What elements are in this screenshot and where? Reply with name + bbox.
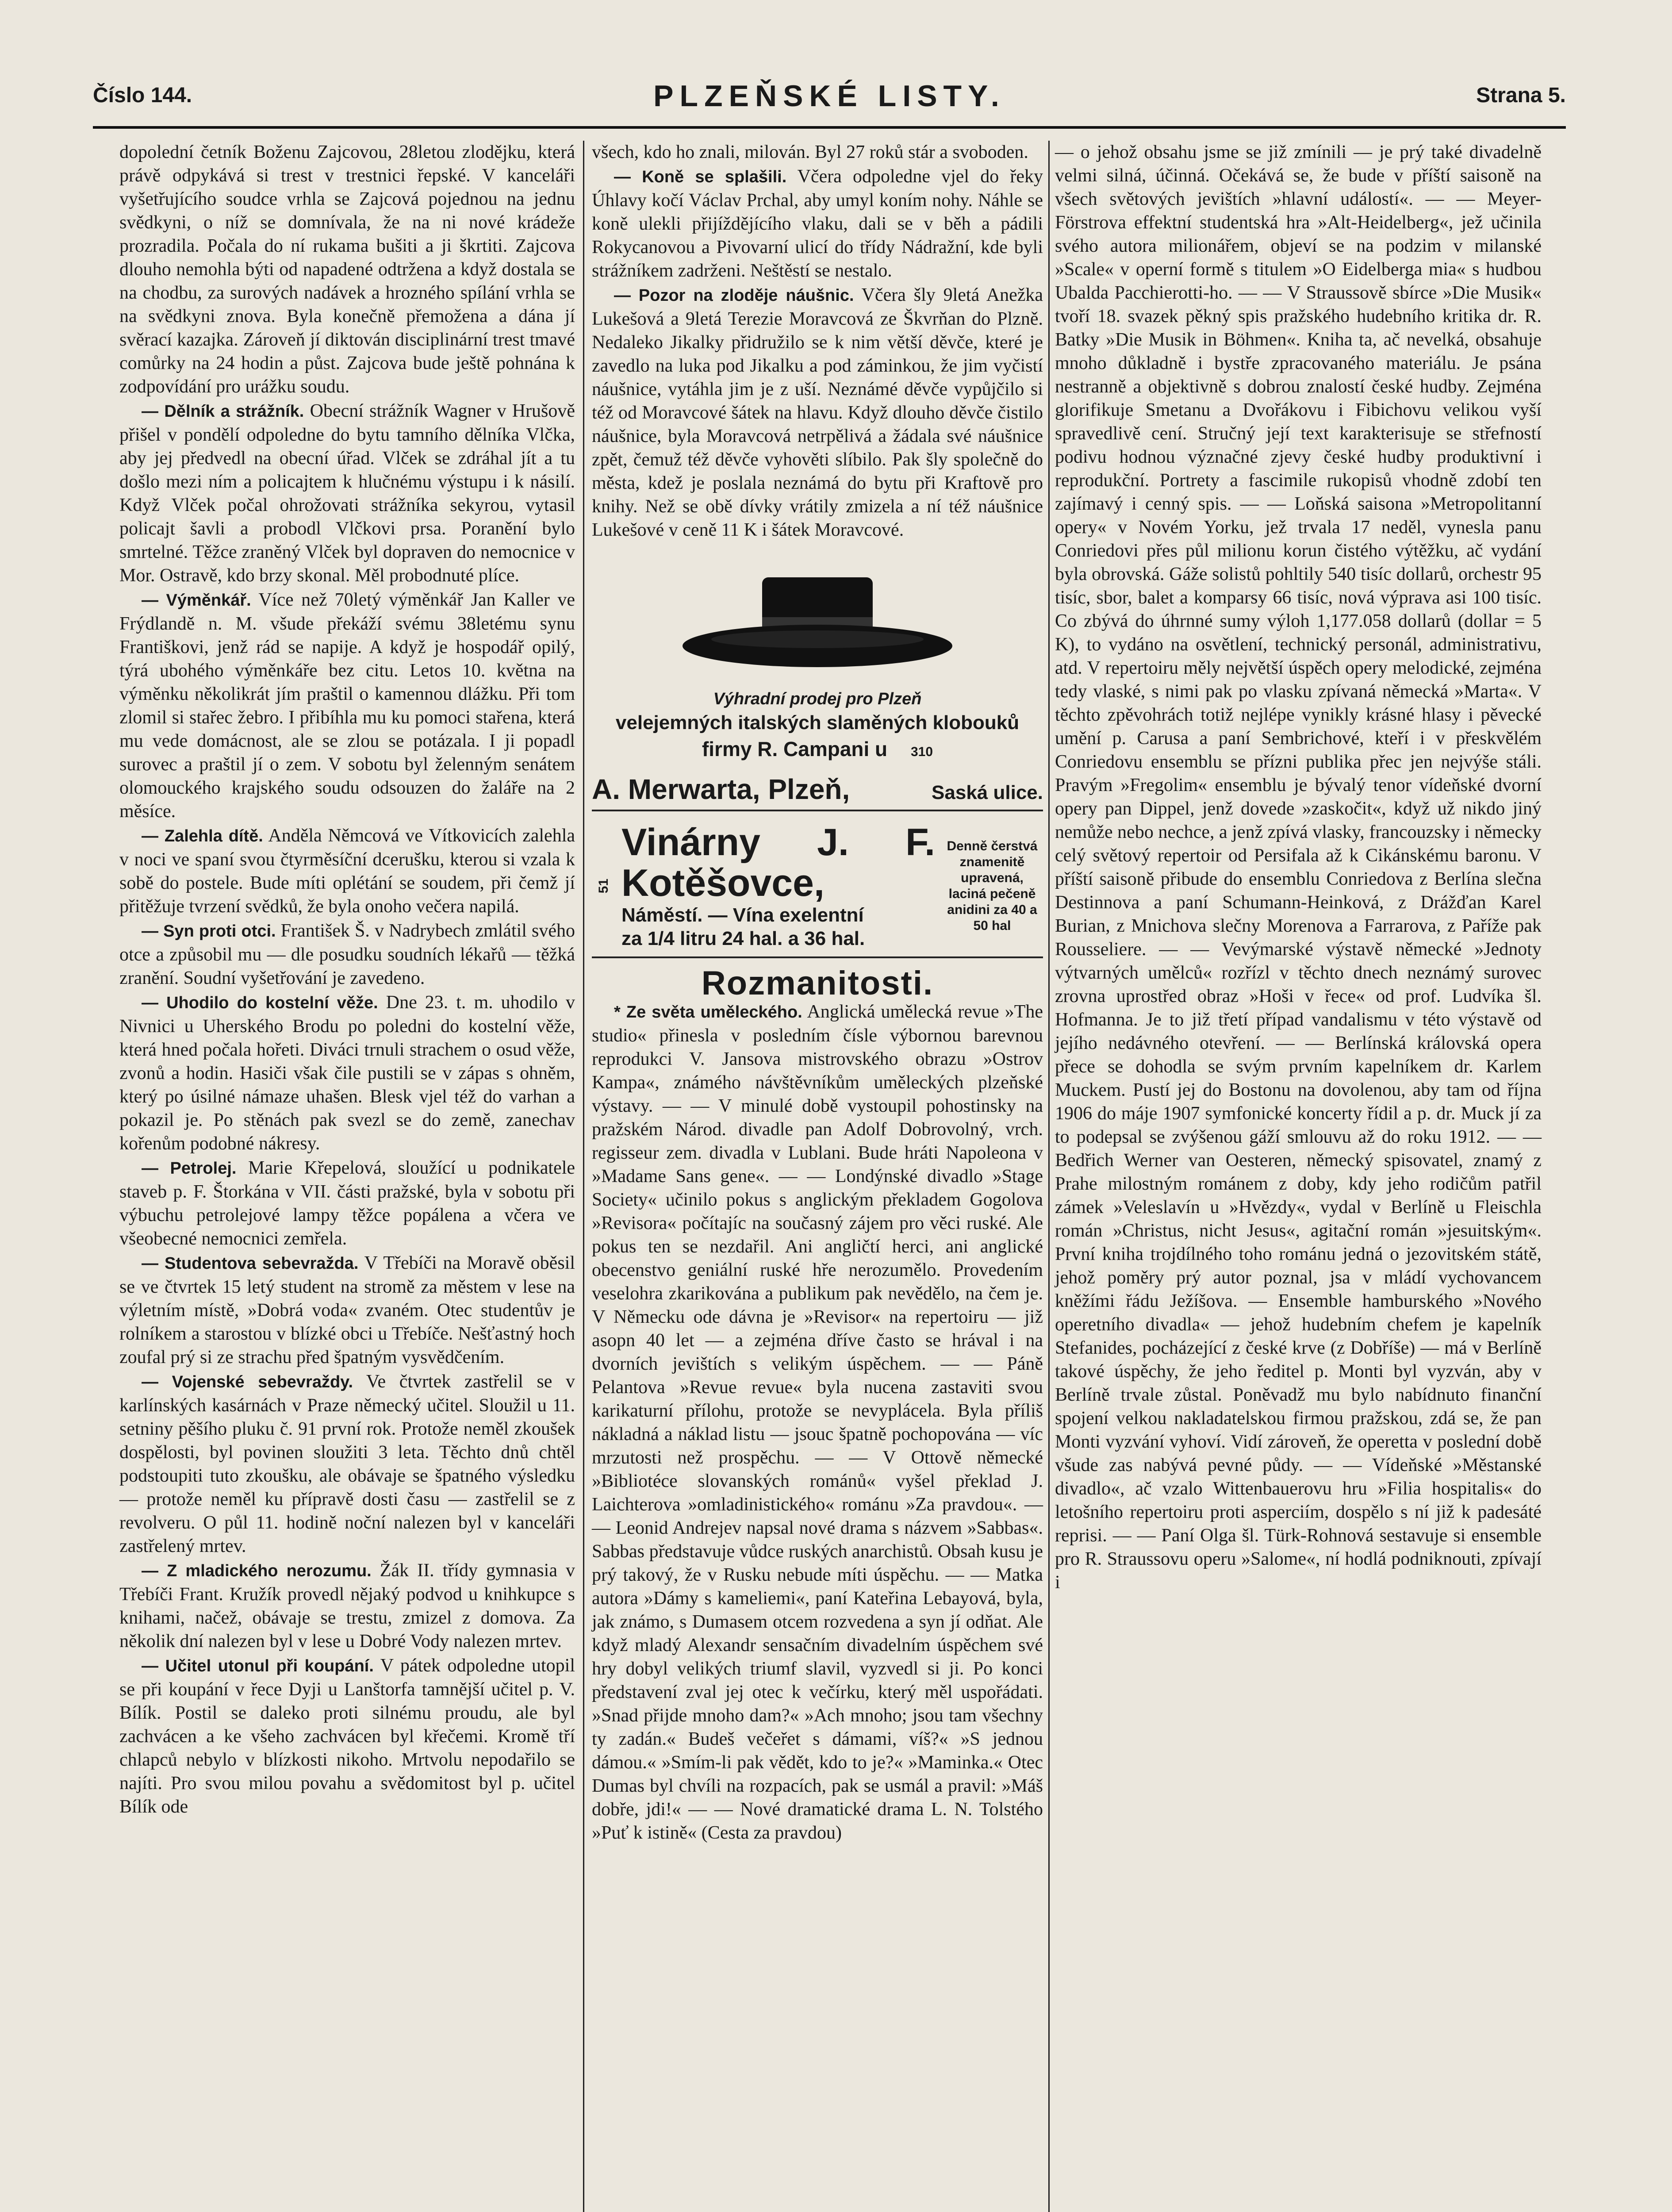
article-paragraph	[119, 1559, 575, 1653]
news-items	[592, 141, 1043, 542]
article-text: Včera šly 9letá Anežka Lukešová a 9letá Terezie Moravcová ze Škvrňan do Plzně. Nedaleko Jikalky přidružilo se k nim větší děvče, které je zavedlo na luka pod Jikalku a pod záminkou, že jim vyčistí náušnice, vytáhla jim je z uší. Neznámé děvče vypůjčilo si též od Moravcové šátek na hlavu. Když dlouho děvče čistilo náušnice, byla Moravcová netrpělivá a žádala své náušnice zpět, čemuž též děvče vyhověti slíbilo. Pak šly společně do města, kdež je poslala neznámá do bytu při Kraftově pro knihy. Než se obě dívky vrátily zmizela a ní též náušnice Lukešové v ceně 11 K i šátek Moravcové.	[592, 285, 1043, 540]
merwart-advert	[592, 773, 1043, 811]
article-heading: — Studentova sebevražda.	[142, 1254, 359, 1273]
kotesovec-side	[941, 838, 1043, 934]
article-paragraph	[119, 824, 575, 918]
article-text: V Třebíči na Moravě oběsil se ve čtvrtek 15 letý student na stromě za městem v lese na výletním místě, »Dobrá voda« zvaném. Otec studentův je rolníkem a starostou v blízké obci u Třebíče. Nešťastný hoch zoufal prý si ze strachu před špatným vysvědčením.	[119, 1253, 575, 1367]
article-paragraph	[119, 141, 575, 399]
article-text: Včera odpoledne vjel do řeky Úhlavy kočí Václav Prchal, aby umyl koním nohy. Náhle se koně ulekli přijíždějícího vlaku, dali se v běh a pádili Rokycanovou a Pivovarní ulicí do třídy Nádražní, kde byli strážníkem zadrženi. Neštěstí se nestalo.	[592, 166, 1043, 281]
section-title: Rozmanitosti.	[701, 964, 934, 1002]
article-heading: — Dělník a strážník.	[142, 402, 304, 421]
hat-advert	[592, 688, 1043, 765]
article-paragraph	[119, 991, 575, 1156]
article-heading: — Z mladického nerozumu.	[142, 1562, 372, 1580]
article-text: — o jehož obsahu jsme se již zmínili — je prý také divadelně velmi silná, účinná. Očekává se, že bude v příští saisoně na všech světových jevištích »hlavní událostí«. — — Meyer-Förstrova effektní studentská hra »Alt-Heidelberg«, jež učinila svého autora milionářem, objeví se na podzim v milanské »Scale« v operní formě s titulem »O Eidelberga mia« s hudbou Ubalda Pacchierotti-ho. — — V Straussově sbírce »Die Musik« tvoří 18. svazek pěkný spis pražského hudebního kritika dr. R. Batky »Die Musik in Böhmen«. Kniha ta, ač nevelká, obsahuje mnoho důkladně i bystře zpracovaného materiálu. Je psána nestranně a objektivně s dobrou znalostí české hudby. Zejména glorifikuje Smetanu a Dvořákovu i Fibichovu velikou vyší spravedlivě cení. Stručný její text karakterisuje se střefností podivu hodnou význačné zjevy české hudby produktivní i reprodukční. Portrety a fascimile rukopisů vhodně zdobí ten zajímavý i cenný spis. — — Loňská saisona »Metropolitanní opery« v Novém Yorku, jež trvala 17 neděl, vynesla panu Conriedovi přes půl milionu korun čistého výtěžku, ač vydání byla obrovská. Gáže solistů pohltily 540 tisíc dollarů, orchestr 95 tisíc, sbor, balet a komparsy 66 tisíc, nová výprava asi 100 tisíc. Co zbývá do úhrnné sumy výloh 1,177.058 dollarů (dollar = 5 K), to vydáno na osvětlení, technický personál, administrativu, atd. V repertoiru měly největší úspěch opery melodické, zejména tedy vlaské, s nimi pak po vlasku zpívaná německá »Marta«. V těchto zpěvohrách totiž nejlépe vynikly krásné hlasy i pěvecké umění p. Carusa a paní Sembrichové, kteří i v přeskvělém Conriedovu ensemblu se přízni publika přec jen nejvýše stáli. Pravým »Fregolim« ensemblu je bývalý tenor vídeňské dvorní opery pan Dippel, jenž dovede »zaskočit«, když už nikdo jiný nemůže nebo nechce, a jenž zpívá vlasky, francouzsky i německy celý světový repertoir od Persifala až k Cikánskému baronu. V příští saisoně přibude do ensemblu Conriedova z Berlína slečna Destinnova a paní Schumann-Heinková, z Drážďan Karel Burian, z Mnichova slečny Morenova a Farrarova, z Paříže pak Rousseliere. — — Vevýmarské výstavě německé »Jednoty výtvarných umělců« rozřízl v těchto dnech neznámý surovec zrovna uprostřed obraz »Hoši v řece« od prof. Ludvíka šl. Hofmanna. Je to již třetí případ vandalismu v této výstavě od jejího nedávného otevření. — — Berlínská královská opera přece se dohodla se svým prvním kapelníkem dr. Karlem Muckem. Pustí jej do Bostonu na dovolenou, aby tam od října 1906 do máje 1907 symfonické koncerty řídil a p. dr. Muck jí za to podepsal se zvýšenou gáží smlouvu až do roku 1912. — — Bedřich Werner van Oesteren, německý spisovatel, znamý z Prahe milostným románem z doby, kdy jeho rodičům patřil zámek »Veleslavín u »Hvězdy«, vydal v Berlíně u Fleischla román »Christus, nicht Jesus«, agitační román »jesuitským«. První kniha trojdílného toho románu jedná o jezovitském státě, jehož poměry prý autor poznal, jsa v mládí vychovancem kněžími řádu Ježíšova. — Ensemble hamburského »Nového operetního divadla« — jehož hudebním chefem je kapelník Stefanides, pocházející z české krve (z Dobříše) — má v Berlíně takové úspěchy, že jeho ředitel p. Monti byl vyzván, aby v Berlíně trvale zůstal. Poněvadž mu bylo nabídnuto finanční spojení velkou nakladatelskou firmou pražskou, zdá se, že pan Monti vyzvání vyhoví. Vidí zároveň, že operetta v poslední době všude zas nabývá pevné půdy. — — Vídeňské »Městanské divadlo«, ač vzalo Wittenbauerovu hru »Filia hospitalis« do letošního repertoiru proti asperciím, dospělo s ní již k padesáté reprisi. — — Paní Olga šl. Türk-Rohnová sestavuje si ensemble pro R. Straussovu operu »Salome«, ní hodlá podniknouti, zpívají i	[1055, 142, 1542, 1593]
newspaper-title: PLZEŇSKÉ LISTY.	[653, 79, 1005, 113]
hat-advert-line-2: velejemných italských slaměných klobouků	[615, 712, 1020, 733]
article-text: Marie Křepelová, sloužící u podnikatele staveb p. F. Štorkána v VII. části pražské, byla v sobotu při výbuchu petrolejové lampy těžce popálena a včera ve všeobecné nemocnici zemřela.	[119, 1158, 575, 1249]
article-paragraph	[119, 399, 575, 588]
article-heading: — Zalehla dítě.	[142, 827, 263, 845]
article-text: Více než 70letý výměnkář Jan Kaller ve Frýdlandě n. M. všude překáží svému 38letému synu Františkovi, jenž rád se napije. A když je hospodář opilý, týrá ubohého výměnkáře bez citu. Letos 10. května na výměnku několikrát jím praštil o kamennou dlážku. Při tom zlomil si stařec žebro. I přibíhla mu ku pomoci stařena, která mu vede domácnost, ale se zlou se potázala. I ji popadl surovec a praštil jí o zem. V sobotu byl želenným senátem olomouckého krajského soudu odsouzen do žaláře na 2 měsíce.	[119, 590, 575, 822]
article-text: Dne 23. t. m. uhodilo v Nivnici u Uherského Brodu po poledni do kostelní věže, která hned počala hořeti. Diváci trnuli strachem o osud věže, zvonů a hodin. Hasiči však čile pustili se v zápas s ohněm, který po úsilné námaze uhašen. Blesk vjel též do varhan a pokazil je. Po stěnách pak svezl se do země, zanechav kořenům podobné nákresy.	[119, 992, 575, 1154]
article-heading: — Výměnkář.	[142, 591, 251, 610]
article-text: V pátek odpoledne utopil se při koupání v řece Dyji u Lanštorfa tamnější učitel p. V. Bílík. Postil se daleko proti silnému proudu, ale byl zachvácen a ke všeho zachvácen byl křečemi. Kromě tří chlapců nebylo v blízkosti nikoho. Mrtvolu nepodařilo se najíti. Pro svou milou povahu a svědomitost byl p. učitel Bílík ode	[119, 1655, 575, 1817]
kotesovec-price: za 1/4 litru 24 hal. a 36 hal.	[621, 928, 865, 949]
article-heading: — Učitel utonul při koupání.	[142, 1657, 374, 1675]
hat-advert-line-3	[592, 736, 1043, 765]
column-3	[1055, 141, 1542, 1595]
article-paragraph	[592, 284, 1043, 542]
kotesovec-note-2: anidini za 40 a 50 hal	[947, 902, 1037, 933]
column-divider	[583, 141, 584, 2212]
issue-number: Číslo 144.	[93, 84, 192, 107]
kotesovec-advert	[592, 822, 1043, 958]
article-paragraph	[119, 1370, 575, 1558]
article-paragraph	[119, 1156, 575, 1251]
column-divider	[1048, 141, 1050, 2212]
column-2	[592, 141, 1043, 1846]
column-1	[119, 141, 575, 1820]
article-paragraph	[119, 588, 575, 823]
article-heading: — Vojenské sebevraždy.	[142, 1373, 353, 1391]
article-paragraph	[592, 141, 1043, 164]
article-text: Obecní strážník Wagner v Hrušově přišel v pondělí odpoledne do bytu tamního dělníka Vlčka, aby jej předvedl na obecní úřad. Vlček se zdráhal jít a tu došlo mezi ním a policajtem k hlučnému výstupu i k násilí. Když Vlček počal ohrožovati strážníka sekyrou, vytasil policajt šavli a probodl Vlčkovi prsa. Poranění bylo smrtelné. Těžce zraněný Vlček byl dopraven do nemocnice v Mor. Ostravě, kdo brzy skonal. Měl probodnuté plíce.	[119, 401, 575, 586]
article-heading: — Pozor na zloděje náušnic.	[614, 286, 854, 305]
hat-advert-firm: firmy R. Campani u	[702, 737, 888, 760]
hat-advert-code: 310	[910, 745, 933, 759]
masthead	[93, 79, 1566, 119]
miscellany-items	[592, 1000, 1043, 1845]
kotesovec-name: Vinárny J. F. Kotěšovce,	[621, 821, 935, 904]
article-heading: — Syn proti otci.	[142, 922, 276, 941]
article-paragraph	[1055, 141, 1542, 1594]
kotesovec-line	[621, 903, 935, 927]
kotesovec-side-code: 51	[596, 879, 611, 894]
header-rule	[93, 126, 1566, 129]
merwart-street: Saská ulice.	[932, 782, 1043, 803]
article-paragraph	[119, 919, 575, 990]
kotesovec-square: Náměstí.	[621, 904, 703, 926]
article-heading: * Ze světa uměleckého.	[614, 1003, 802, 1022]
article-paragraph	[119, 1252, 575, 1369]
article-text: všech, kdo ho znali, milován. Byl 27 roků stár a svoboden.	[592, 142, 1028, 162]
article-text: dopolední četník Boženu Zajcovou, 28letou zlodějku, která právě odpykává si trest v trestnici řepské. V kanceláři vyšetřujícího soudce vrhla se Zajcová pojednou na jednu svědkyni, o níž se domnívala, že na ni nové krádeže prozradila. Počala do ní rukama bušiti a ji škrtiti. Zajcova dlouho nemohla býti od napadené odtržena a když dostala se na chodbu, za surových nadávek a hrozného spílání vrhla se na svědkyni znova. Byla konečně přemožena a dána jí svěrací kazajka. Zároveň jí diktován disciplinární trest tmavé comůrky na 24 hodin a půst. Zajcova bude ještě pohnána k zodpovídání pro urážku soudu.	[119, 142, 575, 397]
article-text: Anglická umělecká revue »The studio« přinesla v posledním čísle výbornou barevnou reprodukci V. Jansova mistrovského obrazu »Ostrov Kampa«, známého návštěvníkům uměleckých plzeňské výstavy. — — V minulé době vystoupil pohostinsky na pražském Národ. divadle pan Adolf Dobrovolný, vrch. regisseur zem. divadla v Lublani. Bude hráti Napoleona v »Madame Sans gene«. — — Londýnské divadlo »Stage Society« učinilo pokus s anglickým překladem Gogolova »Revisora« počítajíc na současný zájem pro věci ruské. Ale pokus ten se nezdařil. Ani angličtí herci, ani anglické obecenstvo geniální ruské hře nerozumělo. Provedením veselohra zkarikována a publikum pak nevědělo, na čem je. V Německu ode dávna je »Revisor« na repertoiru — již asopn 40 let — a zejména dříve často se hrával i na dvorních jevištích s velikým úspěchem. — — Páně Pelantova »Revue revue« byla nucena zastaviti svou karikaturní přílohu, protože se nevyplácela. Byla příliš nákladná a náklad listu — jsouc špatně pochopována — víc mrzutosti než prospěchu. — — V Ottově německé »Bibliotéce slovanských románů« vyšel překlad J. Laichterova »omladinistického« románu »Za pravdou«. — — Leonid Andrejev napsal nové drama s názvem »Sabbas«. Sabbas představuje vůdce ruských anarchistů. Obsah kusu je prý takový, že v Rusku nebude míti úspěchu. — — Matka autora »Dámy s kameliemi«, paní Kateřina Lebayová, byla, jak známo, s Dumasem otcem rozvedena a syn jí odňat. Ale když mladý Alexandr sensačním divadelním úspěchem své hry dobyl velikých triumf slavil, vyzvedl si ji. Po konci představení zval jej otec k večírku, který měl uspořádati. »Snad přijde mnoho dam?« »Ach mnoho; jsou tam všechny ty zadán.« Budeš večeřet s dámami, víš?« »S jednou dámou.« »Smím-li pak vědět, kdo to je?« »Maminka.« Otec Dumas byl chvíli na rozpacích, pak se usmál a pravil: »Máš dobře, jdi!« — — Nové dramatické drama L. N. Tolstého »Puť k istině« (Cesta za pravdou)	[592, 1002, 1043, 1843]
kotesovec-daily: Denně čerstvá	[947, 839, 1038, 853]
kotesovec-note-1: znamenitě upravená, laciná pečeně	[948, 855, 1036, 901]
hat-advert-icon	[676, 573, 959, 675]
article-heading: — Uhodilo do kostelní věže.	[142, 994, 378, 1012]
article-text: František Š. v Nadrybech zmlátil svého otce a způsobil mu — dle posudku soudních lékařů — těžká zranění. Soudní vyšetřování je zavedeno.	[119, 921, 575, 988]
hat-advert-line-1: Výhradní prodej pro Plzeň	[713, 690, 922, 708]
article-text: Anděla Němcová ve Vítkovicích zalehla v noci ve spaní svou čtyrměsíční dcerušku, kterou si vzala k sobě do postele. Bude míti oplétání se soudem, při čemž jí přitěžuje tvrzení svědků, že byla onoho večera napilá.	[119, 826, 575, 917]
article-text: Ve čtvrtek zastřelil se v karlínských kasárnách v Praze německý učitel. Sloužil u 11. setniny pěšího pluku č. 91 první rok. Protože neměl zkoušek dospělosti, byl povinen sloužiti 3 leta. Těchto dnů chtěl podstoupiti tuto zkoušku, ale obávaje se špatného výsledku — protože neměl ku přípravě dosti času — zastřelil se z revolveru. O půl 11. hodině noční nalezen byl v kanceláři zastřelený mrtev.	[119, 1371, 575, 1556]
kotesovec-wine: — Vína exelentní	[708, 904, 864, 926]
merwart-name: A. Merwarta, Plzeň,	[592, 773, 850, 805]
page-number: Strana 5.	[1476, 84, 1566, 107]
article-heading: — Koně se splašili.	[614, 168, 787, 186]
article-paragraph	[119, 1654, 575, 1819]
article-text: Žák II. třídy gymnasia v Třebíči Frant. Kružík provedl nějaký podvod u knihkupce s knihami, načež, obávaje se trestu, zmizel z domova. Za několik dní nalezen byl v lese u Dobré Vody nalezen mrtev.	[119, 1560, 575, 1651]
article-paragraph	[592, 165, 1043, 283]
article-paragraph	[592, 1000, 1043, 1845]
article-heading: — Petrolej.	[142, 1159, 237, 1178]
